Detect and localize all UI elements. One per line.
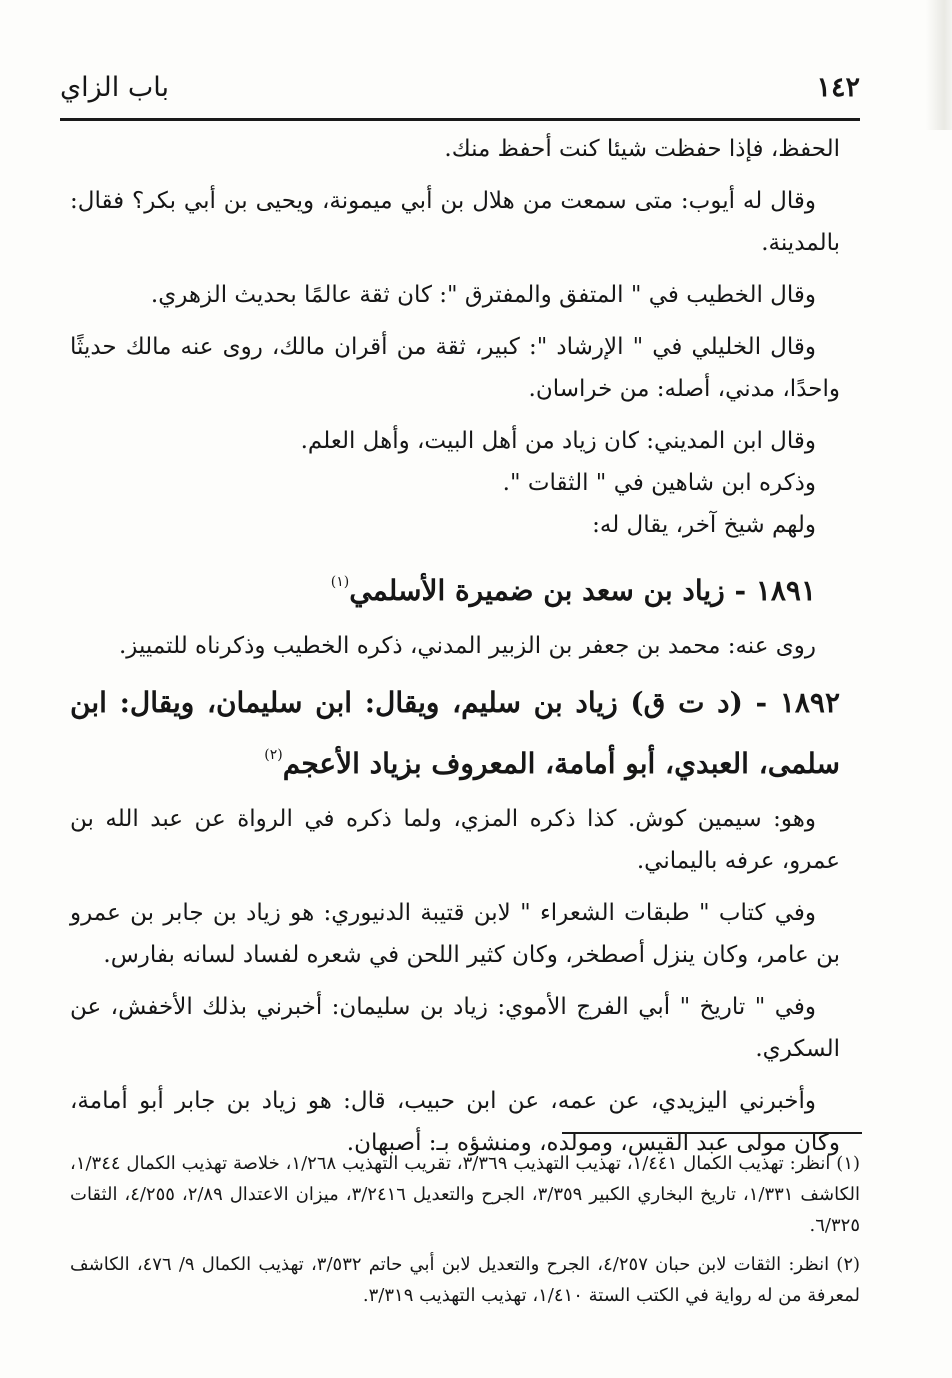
main-text [70,128,840,1174]
page-number: ١٤٢ [816,72,860,103]
paragraph: وذكره ابن شاهين في " الثقات ". [502,470,816,496]
footnote-item: (١) انظر: تهذيب الكمال ١/٤٤١، تهذيب التهذيب ٣/٣٦٩، تقريب التهذيب ١/٢٦٨، خلاصة تهذيب الكمال ١/٣٤٤، الكاشف ١/٣٣١، تاريخ البخاري الكبير ٣/٣٥٩، الجرح والتعديل ٣/٢٤١٦، ميزان الاعتدال ٢/٨٩، ٤/٢٥٥، الثقات ٦/٣٢٥. [70,1153,861,1236]
footnote-ref: (٢) [264,747,283,763]
entry-title: ١٨٩٢ - (د ت ق) زياد بن سليم، ويقال: ابن سليمان، ويقال: ابن سلمى، العبدي، أبو أمامة، المعروف بزياد الأعجم [70,686,840,780]
scan-edge-shadow [926,0,952,130]
running-header [60,68,860,118]
paragraph: وهو: سيمين كوش. كذا ذكره المزي، ولما ذكره في الرواة عن عبد الله بن عمرو، عرفه باليماني. [70,806,840,874]
paragraph: روى عنه: محمد بن جعفر بن الزبير المدني، ذكره الخطيب وذكرناه للتمييز. [118,633,816,659]
paragraph: وأخبرني اليزيدي، عن عمه، عن ابن حبيب، قال: هو زياد بن جابر أبو أمامة، وكان مولى عبد القيس، ومولده، ومنشؤه بـ: أصبهان. [70,1088,840,1156]
paragraph: وقال ابن المديني: كان زياد من أهل البيت، وأهل العلم. [300,428,816,454]
paragraph: وقال الخليلي في " الإرشاد ": كبير، ثقة من أقران مالك، روى عنه مالك حديثًا واحدًا، مدني، أصله: من خراسان. [70,334,840,402]
paragraph: وفي كتاب " طبقات الشعراء " لابن قتيبة الدنيوري: هو زياد بن جابر بن عمرو بن عامر، وكان ينزل أصطخر، وكان كثير اللحن في شعره لفساد لسانه بفارس. [70,900,840,968]
paragraph: ولهم شيخ آخر، يقال له: [592,512,816,538]
paragraph: وقال له أيوب: متى سمعت من هلال بن أبي ميمونة، ويحيى بن أبي بكر؟ فقال: بالمدينة. [70,188,840,256]
paragraph: الحفظ، فإذا حفظت شيئا كنت أحفظ منك. [444,136,840,162]
paragraph: وقال الخطيب في " المتفق والمفترق ": كان ثقة عالمًا بحديث الزهري. [150,282,816,308]
footnote-item: (٢) انظر: الثقات لابن حبان ٤/٢٥٧، الجرح والتعديل لابن أبي حاتم ٣/٥٣٢، تهذيب الكمال ٩/ ٤٧٦، الكاشف لمعرفة من له رواية في الكتب الستة ١/٤١٠، تهذيب التهذيب ٣/٣١٩. [70,1254,861,1306]
footnote-ref: (١) [330,574,350,590]
header-rule [60,118,860,121]
entry-heading-1891 [70,556,840,617]
paragraph: وفي " تاريخ " أبي الفرج الأموي: زياد بن سليمان: أخبرني بذلك الأخفش، عن السكري. [70,994,840,1062]
entry-heading-1892 [70,677,840,790]
footnote-rule [562,1132,862,1134]
footnotes [70,1148,860,1319]
chapter-title: باب الزاي [60,72,170,103]
entry-title: ١٨٩١ - زياد بن سعد بن ضميرة الأسلمي [349,574,816,607]
